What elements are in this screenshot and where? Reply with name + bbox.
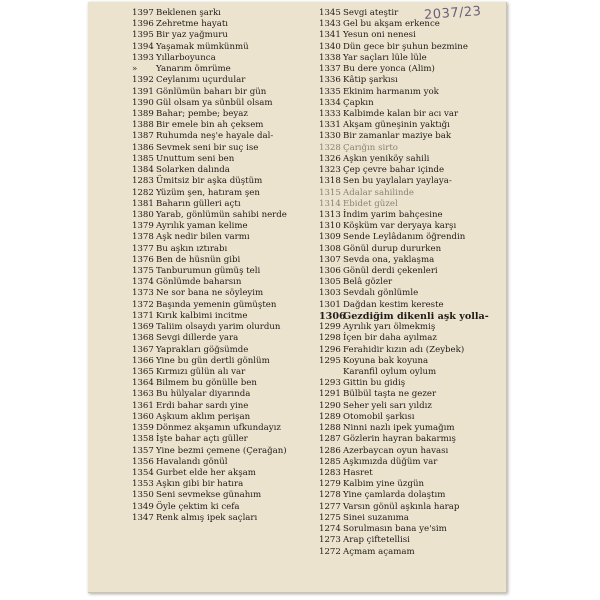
song-title: Çep çevre bahar içinde [343, 165, 445, 176]
song-number: 1301 [319, 299, 341, 310]
song-number: 1396 [132, 19, 154, 30]
song-number: 1296 [319, 344, 341, 355]
song-number: 1379 [132, 221, 154, 232]
song-number: 1395 [132, 30, 154, 41]
song-number: 1385 [132, 153, 154, 164]
song-entry [319, 288, 489, 299]
song-number: 1374 [132, 277, 154, 288]
song-entry [132, 131, 287, 142]
song-entry [319, 19, 489, 30]
song-entry [132, 165, 287, 176]
song-title: Bülbül taşta ne gezer [343, 389, 437, 400]
song-title: Unuttum seni ben [156, 153, 235, 164]
song-number: 1343 [319, 19, 341, 30]
song-entry [132, 412, 287, 423]
song-number: 1367 [132, 344, 154, 355]
song-number: 1392 [132, 75, 154, 86]
song-number: 1274 [319, 524, 341, 535]
song-number: 1390 [132, 97, 154, 108]
song-entry [132, 490, 287, 501]
song-title: Koyuna bak koyuna [343, 355, 429, 366]
song-number: 1375 [132, 266, 154, 277]
song-title: Sende Leylâdanım öğrendin [343, 232, 466, 243]
song-title: Yesun oni nenesi [343, 30, 416, 41]
song-number: 1338 [319, 52, 341, 63]
song-title: Aşkıum aklım perişan [156, 411, 251, 422]
song-entry [319, 176, 489, 187]
song-title: Aşkımızda düğüm var [343, 456, 438, 467]
song-number: 1293 [319, 378, 341, 389]
song-number: 1353 [132, 479, 154, 490]
song-number: 1350 [132, 490, 154, 501]
song-number: 1275 [319, 512, 341, 523]
song-title: Ben de hüsnün gibi [156, 254, 241, 265]
song-number: 1334 [319, 97, 341, 108]
song-entry [132, 120, 287, 131]
song-title: Kalbim yine üzgün [343, 479, 425, 490]
song-number: 1290 [319, 400, 341, 411]
song-title: Öyle çektim ki cefa [156, 501, 240, 512]
song-number: 1326 [319, 153, 341, 164]
song-number: 1393 [132, 52, 154, 63]
song-number: 1313 [319, 209, 341, 220]
song-title: Havalandı gönül [156, 456, 228, 467]
song-entry [319, 8, 489, 19]
song-title: Bir yaz yağmuru [156, 30, 228, 41]
song-entry [132, 8, 287, 19]
song-entry [132, 255, 287, 266]
song-title: Bilmem bu gönülle ben [156, 378, 257, 389]
song-number: 1357 [132, 445, 154, 456]
song-entry [319, 345, 489, 356]
song-number: 1288 [319, 423, 341, 434]
song-number: 1372 [132, 299, 154, 310]
song-title: Sevgi dillerde yara [156, 333, 239, 344]
song-entry [319, 87, 489, 98]
song-number: 1272 [319, 546, 341, 557]
song-title: Sevgi ateştir [343, 8, 399, 18]
song-entry [319, 277, 489, 288]
song-number: 1373 [132, 288, 154, 299]
song-number: 1365 [132, 367, 154, 377]
song-entry [319, 109, 489, 120]
song-entry [319, 255, 489, 266]
song-title: Ferahidir kızın adı (Zeybek) [343, 344, 465, 355]
song-entry [319, 30, 489, 41]
song-title: Renk almış ipek saçları [156, 512, 258, 523]
song-number: 1315 [319, 187, 341, 198]
song-title: Ebidet güzel [343, 198, 398, 209]
song-entry [132, 434, 287, 445]
song-title: Taliim olsaydı yarim olurdun [156, 322, 281, 333]
song-entry [132, 75, 287, 86]
song-number: 1282 [132, 187, 154, 198]
song-number: 1298 [319, 333, 341, 344]
song-entry [319, 457, 489, 468]
song-title: Dün gece bir şuhun bezmine [343, 41, 468, 52]
song-number: 1391 [132, 86, 154, 97]
song-entry [132, 322, 287, 333]
song-title: Ayrılık yaman kelime [156, 221, 248, 232]
song-title: İşte bahar açtı güller [156, 434, 248, 445]
song-entry [132, 154, 287, 165]
song-number: » [132, 64, 138, 75]
song-entry [132, 221, 287, 232]
song-title: Beklenen şarkı [156, 8, 221, 18]
song-number: 1384 [132, 165, 154, 176]
song-number: 1341 [319, 30, 341, 41]
song-title: Kırık kalbimi incitme [156, 310, 248, 321]
song-title: Sinei suzanıma [343, 512, 409, 523]
song-number: 1289 [319, 411, 341, 422]
song-title: Çapkın [343, 97, 374, 108]
song-title: Aşk nedir bilen varmı [156, 232, 250, 243]
song-entry [319, 75, 489, 86]
song-title: Adalar sahilinde [343, 187, 414, 198]
song-title: Bu dere yonca (Alim) [343, 64, 435, 75]
song-entry [132, 457, 287, 468]
song-number: 1299 [319, 322, 341, 333]
song-title: Dağdan kestim kereste [343, 299, 444, 310]
song-entry [319, 53, 489, 64]
handwritten-inventory-number: 2037/23 [423, 4, 482, 23]
song-number: 1361 [132, 400, 154, 411]
song-title: Sevmek seni bir suç ise [156, 142, 259, 153]
song-number: 1283 [132, 176, 154, 187]
song-entry [132, 199, 287, 210]
song-title: Yine bezmi çemene (Çerağan) [156, 445, 287, 456]
song-entry [319, 389, 489, 400]
song-entry [319, 210, 489, 221]
song-title: Başında yemenin gümüşten [156, 299, 277, 310]
song-entry [132, 288, 287, 299]
song-entry [132, 311, 287, 322]
song-entry [319, 446, 489, 457]
song-number: 1359 [132, 423, 154, 434]
song-entry [132, 30, 287, 41]
song-number: 1368 [132, 333, 154, 344]
song-entry [132, 98, 287, 109]
song-title: Tanburumun gümüş teli [156, 266, 261, 277]
song-entry [132, 232, 287, 243]
song-entry [132, 210, 287, 221]
song-number: 1278 [319, 490, 341, 501]
song-number: 1309 [319, 232, 341, 243]
song-number: 1337 [319, 64, 341, 75]
song-entry [319, 524, 489, 535]
song-title: Gül olsam ya sünbül olsam [156, 97, 273, 108]
song-title: Yüzüm şen, hatıram şen [156, 187, 260, 198]
song-title: Sorulmasın bana ye'sim [343, 524, 447, 535]
song-title: Ekinim harmanım yok [343, 86, 439, 97]
song-entry [132, 345, 287, 356]
song-entry [319, 188, 489, 199]
song-entry [132, 446, 287, 457]
song-entry [132, 479, 287, 490]
song-title: Azerbaycan oyun havası [343, 445, 449, 456]
song-number: 1363 [132, 389, 154, 400]
song-number: 1360 [132, 411, 154, 422]
song-entry [132, 266, 287, 277]
song-number: 1295 [319, 355, 341, 366]
song-title: Akşam güneşinin yaktığı [343, 120, 450, 131]
song-entry [319, 154, 489, 165]
song-title: Yaprakları göğsümde [156, 344, 249, 355]
song-entry [319, 143, 489, 154]
song-number: 1318 [319, 176, 341, 187]
song-entry [132, 502, 287, 513]
song-entry [132, 188, 287, 199]
song-entry [319, 367, 489, 378]
song-number: 1285 [319, 456, 341, 467]
song-number: 1303 [319, 288, 341, 299]
song-entry [132, 244, 287, 255]
song-title: Bir zamanlar maziye bak [343, 131, 452, 142]
song-number: 1386 [132, 142, 154, 153]
song-title: Gel bu akşam erkence [343, 19, 440, 30]
song-number: 1331 [319, 120, 341, 131]
song-number: 1291 [319, 389, 341, 400]
song-title: Gittin bu gidiş [343, 378, 406, 389]
song-number: 1340 [319, 41, 341, 52]
song-entry [132, 300, 287, 311]
song-entry [319, 513, 489, 524]
song-number: 1358 [132, 434, 154, 445]
song-number: 1381 [132, 198, 154, 209]
song-number: 1354 [132, 467, 154, 478]
song-entry [319, 165, 489, 176]
song-title: Aşkın gibi bir hatıra [156, 479, 244, 490]
song-entry [132, 378, 287, 389]
song-title: Gurbet elde her akşam [156, 467, 256, 478]
song-title: İndim yarim bahçesine [343, 209, 443, 220]
song-number: 1345 [319, 8, 341, 18]
song-number: 1277 [319, 501, 341, 512]
song-title: Gönül durup dururken [343, 243, 442, 254]
song-title: Sevda ona, yaklaşma [343, 254, 435, 265]
song-entry [319, 535, 489, 546]
song-entry [319, 311, 489, 322]
song-entry [319, 468, 489, 479]
song-entry [319, 322, 489, 333]
song-title: Gönlümde baharsın [156, 277, 242, 288]
song-title: Köşküm var deryaya karşı [343, 221, 457, 232]
song-number: 1307 [319, 254, 341, 265]
song-number: 1305 [319, 277, 341, 288]
song-entry [319, 64, 489, 75]
song-number: 1306 [319, 310, 346, 322]
song-title: Kalbimde kalan bir acı var [343, 108, 459, 119]
song-entry [319, 434, 489, 445]
song-title: Ne sor bana ne söyleyim [156, 288, 264, 299]
song-title: Yıllarboyunca [156, 52, 216, 63]
song-entry [319, 266, 489, 277]
song-entry [319, 333, 489, 344]
song-title: Ümitsiz bir aşka düştüm [156, 176, 263, 187]
song-entry [319, 244, 489, 255]
song-title: Otomobil şarkısı [343, 411, 415, 422]
song-entry [132, 356, 287, 367]
song-number: 1377 [132, 243, 154, 254]
song-entry [132, 423, 287, 434]
song-title: Erdi bahar sardı yine [156, 400, 249, 411]
song-entry [319, 98, 489, 109]
song-title: Baharın gülleri açtı [156, 198, 241, 209]
song-title: Yine bu gün dertli gönlüm [156, 355, 270, 366]
song-number: 1356 [132, 456, 154, 467]
song-entry [319, 221, 489, 232]
song-entry [319, 232, 489, 243]
song-title: Hasret [343, 467, 373, 478]
song-number: 1380 [132, 209, 154, 220]
song-title: Arap çiftetellisi [343, 535, 410, 546]
song-entry [319, 199, 489, 210]
song-title: Bahar; pembe; beyaz [156, 108, 248, 119]
song-entry [319, 120, 489, 131]
song-number: 1397 [132, 8, 154, 18]
song-title: Ninni nazlı ipek yumağım [343, 423, 455, 434]
song-number: 1308 [319, 243, 341, 254]
song-title: Bir emele bin ah çeksem [156, 120, 264, 131]
song-entry [132, 109, 287, 120]
song-entry [319, 401, 489, 412]
song-title: Kırmızı gülün alı var [156, 367, 246, 377]
song-title: Sevdalı gönlümle [343, 288, 419, 299]
song-number: 1378 [132, 232, 154, 243]
song-number: 1366 [132, 355, 154, 366]
song-title: Gönül derdi çekenleri [343, 266, 438, 277]
song-title: Seni sevmekse günahım [156, 490, 262, 501]
song-number: 1286 [319, 445, 341, 456]
song-title: Çarığın sirto [343, 142, 398, 153]
song-entry [132, 64, 287, 75]
song-title: Aşkın yeniköy sahili [343, 153, 430, 164]
song-number: 1371 [132, 310, 154, 321]
song-title: Açmam açamam [343, 546, 415, 557]
song-number: 1394 [132, 41, 154, 52]
song-entry [319, 547, 489, 558]
song-entry [132, 333, 287, 344]
song-number: 1328 [319, 142, 341, 153]
song-number: 1323 [319, 165, 341, 176]
song-title: Gezdiğim dikenli aşk yolla- [343, 310, 489, 322]
song-title: Yaşamak mümkünmü [156, 41, 249, 52]
song-entry [319, 300, 489, 311]
song-title: Varsın gönül aşkınla harap [343, 501, 460, 512]
song-title: Bu hülyalar diyarında [156, 389, 251, 400]
song-title: Ceylanımı uçurdular [156, 75, 246, 86]
song-number: 1283 [319, 467, 341, 478]
song-entry [319, 412, 489, 423]
song-title: Bu aşkın ıztırabı [156, 243, 228, 254]
song-title: Solarken dalında [156, 165, 230, 176]
song-entry [132, 42, 287, 53]
song-title: Zehretme hayatı [156, 19, 229, 30]
song-entry [319, 131, 489, 142]
song-entry [132, 401, 287, 412]
song-title: Gönlümün baharı bir gün [156, 86, 267, 97]
song-title: Belâ gözler [343, 277, 393, 288]
song-entry [132, 389, 287, 400]
song-entry [132, 19, 287, 30]
song-entry [132, 87, 287, 98]
song-number: 1364 [132, 378, 154, 389]
right-song-list [319, 8, 489, 558]
song-title: Ayrılık yarı ölmekmiş [343, 322, 436, 333]
song-number: 1336 [319, 75, 341, 86]
song-title: Yine çamlarda dolaştım [343, 490, 446, 501]
song-number: 1314 [319, 198, 341, 209]
left-song-list [132, 8, 287, 524]
song-entry [319, 356, 489, 367]
song-number: 1287 [319, 434, 341, 445]
song-entry [132, 468, 287, 479]
song-title: İçen bir daha ayılmaz [343, 333, 437, 344]
song-number: 1330 [319, 131, 341, 142]
song-number: 1376 [132, 254, 154, 265]
song-title: Seher yeli sarı yıldız [343, 400, 432, 411]
song-title: Yarab, gönlümün sahibi nerde [156, 209, 287, 220]
song-number: 1369 [132, 322, 154, 333]
song-entry [319, 479, 489, 490]
song-entry [319, 490, 489, 501]
song-title: Yanarım ömrüme [156, 64, 231, 75]
song-title: Ruhumda neş'e hayale dal- [156, 131, 274, 142]
song-number: 1279 [319, 479, 341, 490]
song-entry [132, 143, 287, 154]
song-title: Yar saçları lüle lüle [343, 52, 427, 63]
song-entry [319, 502, 489, 513]
song-number: 1388 [132, 120, 154, 131]
song-number: 1349 [132, 501, 154, 512]
song-number: 1335 [319, 86, 341, 97]
song-entry [132, 53, 287, 64]
song-number: 1306 [319, 266, 341, 277]
song-entry [132, 277, 287, 288]
song-number: 1347 [132, 512, 154, 523]
song-entry [319, 378, 489, 389]
song-title: Kâtip şarkısı [343, 75, 398, 86]
song-title: Sen bu yaylaları yaylaya- [343, 176, 452, 187]
song-entry [319, 423, 489, 434]
song-number: 1310 [319, 221, 341, 232]
song-entry [132, 176, 287, 187]
song-number: 1273 [319, 535, 341, 546]
song-number: 1387 [132, 131, 154, 142]
song-entry [319, 42, 489, 53]
song-entry [132, 513, 287, 524]
song-title: Karanfil oylum oylum [343, 367, 437, 377]
song-title: Dönmez akşamın ufkundayız [156, 423, 281, 434]
song-title: Gözlerin hayran bakarmış [343, 434, 456, 445]
song-entry [132, 367, 287, 378]
song-number: 1389 [132, 108, 154, 119]
song-number: 1333 [319, 108, 341, 119]
